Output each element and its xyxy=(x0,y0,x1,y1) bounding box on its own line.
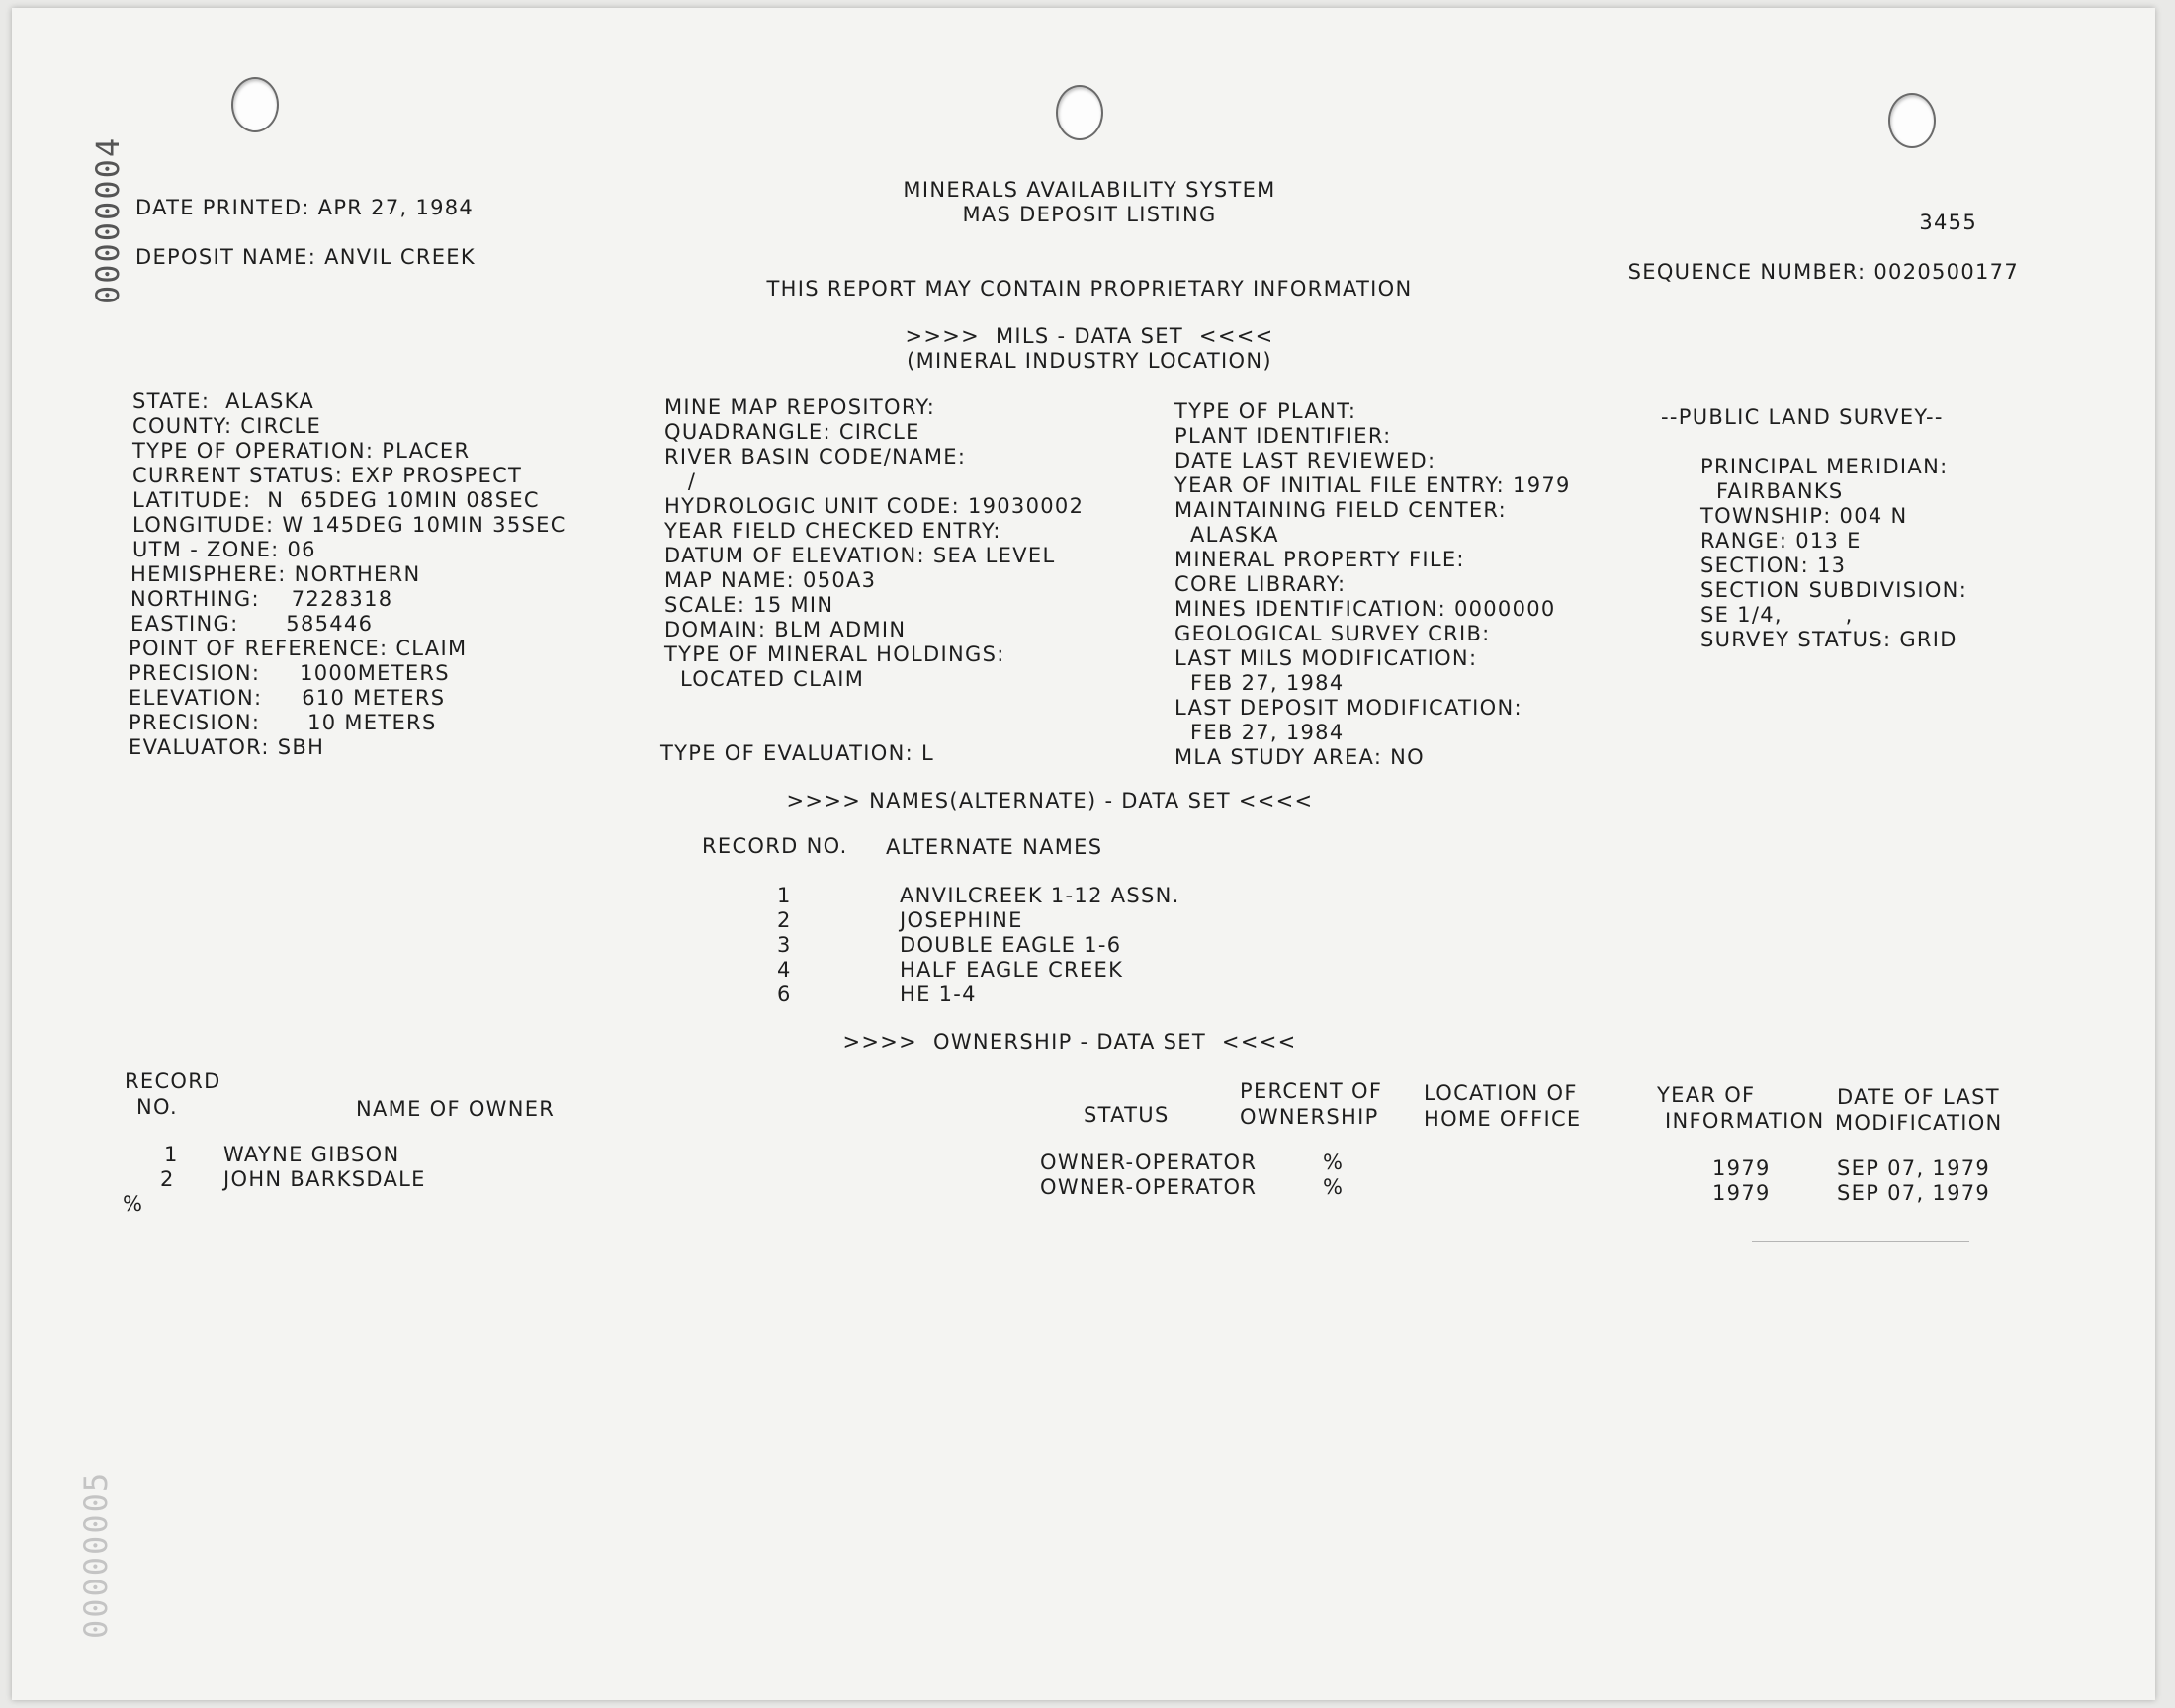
alternate-name: ANVILCREEK 1-12 ASSN. xyxy=(900,884,1180,907)
microfiche-stamp-bottom: 00000005 xyxy=(77,1470,115,1639)
mils-field: TYPE OF PLANT: xyxy=(1174,399,1357,423)
ownership-heading: >>>> OWNERSHIP - DATA SET <<<< xyxy=(842,1030,1297,1054)
owner-record-no: 1 xyxy=(164,1143,179,1166)
microfiche-stamp-top: 00000004 xyxy=(89,135,127,304)
punch-hole-left xyxy=(231,77,279,132)
survey-field: TOWNSHIP: 004 N xyxy=(1700,504,1908,528)
owner-name: WAYNE GIBSON xyxy=(223,1143,400,1166)
sequence-number: SEQUENCE NUMBER: 0020500177 xyxy=(1627,260,2019,284)
mils-field: RIVER BASIN CODE/NAME: xyxy=(664,445,967,469)
mils-field: YEAR OF INITIAL FILE ENTRY: 1979 xyxy=(1174,473,1571,497)
header-year-2: INFORMATION xyxy=(1665,1109,1825,1133)
owner-status: OWNER-OPERATOR xyxy=(1040,1151,1258,1174)
owner-status: OWNER-OPERATOR xyxy=(1040,1175,1258,1199)
mils-field: GEOLOGICAL SURVEY CRIB: xyxy=(1174,622,1491,645)
divider-line xyxy=(1752,1241,1969,1242)
mils-field: HEMISPHERE: NORTHERN xyxy=(130,562,421,586)
header-year: YEAR OF xyxy=(1657,1083,1756,1107)
mils-field: LATITUDE: N 65DEG 10MIN 08SEC xyxy=(132,488,540,512)
report-sheet xyxy=(12,8,2155,1700)
survey-field: RANGE: 013 E xyxy=(1700,529,1862,553)
names-col-record: RECORD NO. xyxy=(702,834,848,858)
mils-subheading: (MINERAL INDUSTRY LOCATION) xyxy=(907,349,1272,373)
owner-percent: % xyxy=(1323,1175,1345,1199)
record-no: 4 xyxy=(777,958,792,982)
mils-field: LAST DEPOSIT MODIFICATION: xyxy=(1174,696,1522,720)
proprietary-notice: THIS REPORT MAY CONTAIN PROPRIETARY INFORMATION xyxy=(766,277,1413,300)
mils-field: ELEVATION: 610 METERS xyxy=(129,686,446,710)
header-percent-2: OWNERSHIP xyxy=(1240,1105,1379,1129)
mils-field: TYPE OF OPERATION: PLACER xyxy=(132,439,471,463)
owner-year: 1979 xyxy=(1712,1181,1771,1205)
mils-field: MAINTAINING FIELD CENTER: xyxy=(1174,498,1508,522)
alternate-name: HE 1-4 xyxy=(900,982,977,1006)
alternate-name: DOUBLE EAGLE 1-6 xyxy=(900,933,1122,957)
header-owner: NAME OF OWNER xyxy=(356,1097,556,1121)
mils-field: FEB 27, 1984 xyxy=(1174,671,1345,695)
mils-field: PLANT IDENTIFIER: xyxy=(1174,424,1392,448)
survey-field: SURVEY STATUS: GRID xyxy=(1700,628,1958,651)
header-location: LOCATION OF xyxy=(1424,1081,1578,1105)
mils-field: MINERAL PROPERTY FILE: xyxy=(1174,548,1465,571)
survey-field: SECTION SUBDIVISION: xyxy=(1700,578,1968,602)
mils-field: / xyxy=(664,470,697,493)
header-percent: PERCENT OF xyxy=(1240,1079,1383,1103)
deposit-name: DEPOSIT NAME: ANVIL CREEK xyxy=(135,245,476,269)
punch-hole-center xyxy=(1056,85,1103,140)
header-record: RECORD xyxy=(125,1069,221,1093)
date-printed: DATE PRINTED: APR 27, 1984 xyxy=(135,196,475,219)
header-status: STATUS xyxy=(1084,1103,1170,1127)
mils-field: YEAR FIELD CHECKED ENTRY: xyxy=(664,519,1001,543)
mils-field: LOCATED CLAIM xyxy=(664,667,865,691)
mils-field: QUADRANGLE: CIRCLE xyxy=(664,420,920,444)
survey-field: PRINCIPAL MERIDIAN: xyxy=(1700,455,1949,478)
alternate-name: HALF EAGLE CREEK xyxy=(900,958,1124,982)
mils-field: CORE LIBRARY: xyxy=(1174,572,1347,596)
mils-field: EASTING: 585446 xyxy=(130,612,374,636)
mils-field: STATE: ALASKA xyxy=(132,389,314,413)
record-no: 2 xyxy=(777,908,792,932)
mils-field: COUNTY: CIRCLE xyxy=(132,414,322,438)
owner-percent: % xyxy=(1323,1151,1345,1174)
mils-field: EVALUATOR: SBH xyxy=(129,735,325,759)
survey-field: SECTION: 13 xyxy=(1700,554,1847,577)
record-no: 1 xyxy=(777,884,792,907)
survey-field: FAIRBANKS xyxy=(1700,479,1844,503)
mils-field: SCALE: 15 MIN xyxy=(664,593,834,617)
names-heading: >>>> NAMES(ALTERNATE) - DATA SET <<<< xyxy=(786,789,1314,812)
mils-field: CURRENT STATUS: EXP PROSPECT xyxy=(132,464,523,487)
owner-date: SEP 07, 1979 xyxy=(1837,1156,1991,1180)
header-date-2: MODIFICATION xyxy=(1835,1111,2003,1135)
mils-field: FEB 27, 1984 xyxy=(1174,721,1345,744)
system-title: MINERALS AVAILABILITY SYSTEM xyxy=(903,178,1276,202)
mils-field: PRECISION: 1000METERS xyxy=(129,661,450,685)
mils-heading: >>>> MILS - DATA SET <<<< xyxy=(905,324,1274,348)
mils-field: MINES IDENTIFICATION: 0000000 xyxy=(1174,597,1556,621)
header-date: DATE OF LAST xyxy=(1837,1085,2000,1109)
listing-title: MAS DEPOSIT LISTING xyxy=(962,203,1217,226)
mils-field: UTM - ZONE: 06 xyxy=(132,538,316,561)
names-col-alternate: ALTERNATE NAMES xyxy=(886,835,1103,859)
alternate-name: JOSEPHINE xyxy=(900,908,1023,932)
survey-field: SE 1/4, , xyxy=(1700,603,1854,627)
mils-field: NORTHING: 7228318 xyxy=(130,587,393,611)
mils-field: LONGITUDE: W 145DEG 10MIN 35SEC xyxy=(132,513,566,537)
ownership-trailer: % xyxy=(123,1192,144,1216)
page-number: 3455 xyxy=(1919,211,1977,234)
owner-record-no: 2 xyxy=(160,1167,175,1191)
mils-field: MAP NAME: 050A3 xyxy=(664,568,877,592)
record-no: 3 xyxy=(777,933,792,957)
mils-field: DATUM OF ELEVATION: SEA LEVEL xyxy=(664,544,1056,567)
mils-field: TYPE OF EVALUATION: L xyxy=(660,741,934,765)
owner-name: JOHN BARKSDALE xyxy=(223,1167,426,1191)
mils-field: TYPE OF MINERAL HOLDINGS: xyxy=(664,642,1005,666)
mils-field: POINT OF REFERENCE: CLAIM xyxy=(129,637,468,660)
owner-year: 1979 xyxy=(1712,1156,1771,1180)
owner-date: SEP 07, 1979 xyxy=(1837,1181,1991,1205)
record-no: 6 xyxy=(777,982,792,1006)
mils-field: DATE LAST REVIEWED: xyxy=(1174,449,1436,472)
mils-field: MINE MAP REPOSITORY: xyxy=(664,395,936,419)
mils-field: ALASKA xyxy=(1174,523,1279,547)
header-record-no: NO. xyxy=(129,1095,178,1119)
mils-field: HYDROLOGIC UNIT CODE: 19030002 xyxy=(664,494,1085,518)
public-land-survey-heading: --PUBLIC LAND SURVEY-- xyxy=(1661,405,1944,429)
mils-field: MLA STUDY AREA: NO xyxy=(1174,745,1426,769)
mils-field: LAST MILS MODIFICATION: xyxy=(1174,646,1478,670)
mils-field: DOMAIN: BLM ADMIN xyxy=(664,618,907,641)
header-location-2: HOME OFFICE xyxy=(1424,1107,1582,1131)
mils-field: PRECISION: 10 METERS xyxy=(129,711,437,734)
punch-hole-right xyxy=(1888,93,1936,148)
